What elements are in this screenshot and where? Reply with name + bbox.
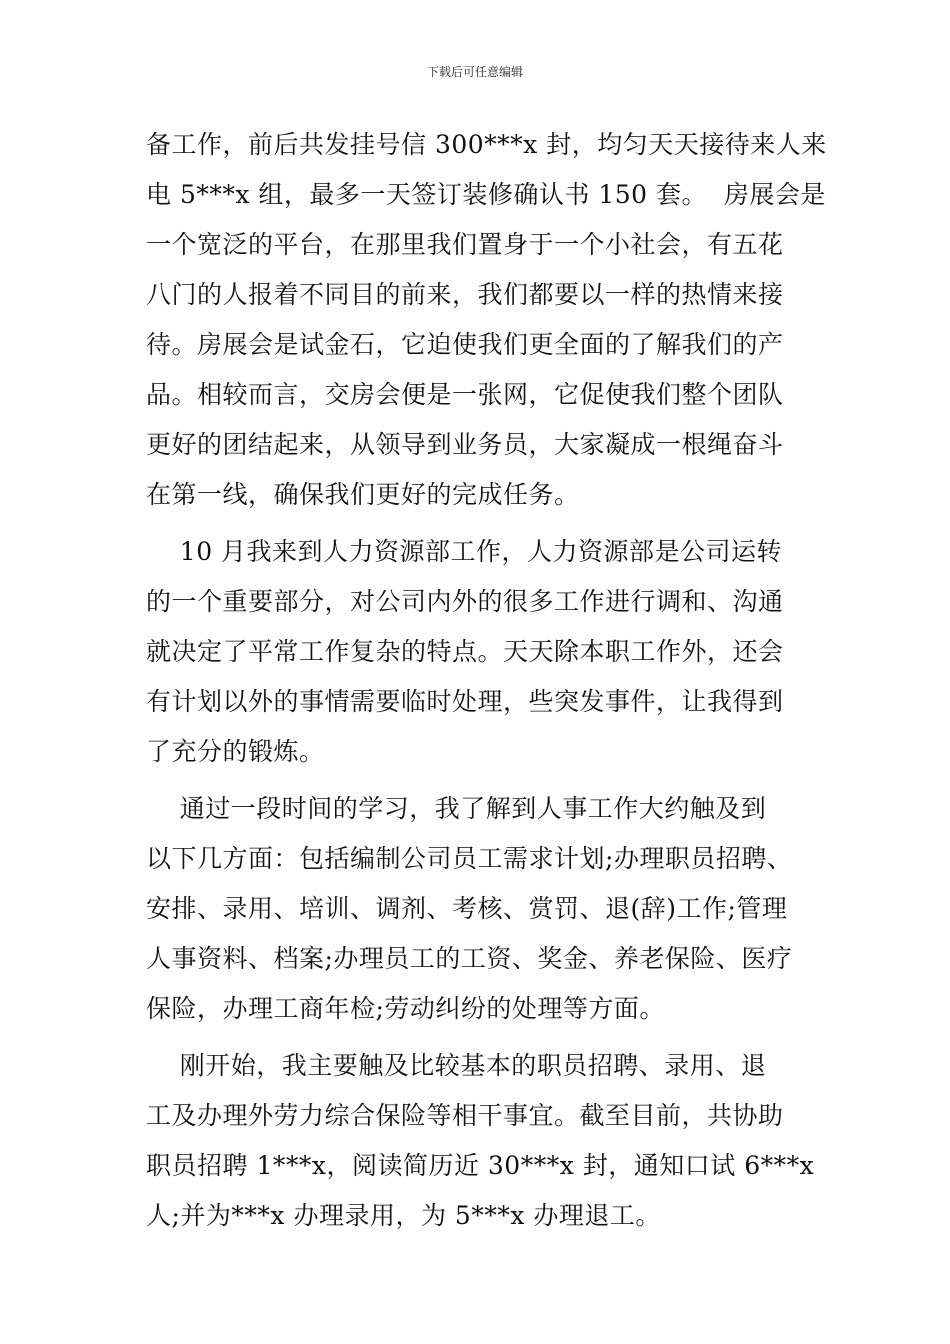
text-line: 以下几方面：包括编制公司员工需求计划;办理职员招聘、 [146, 844, 793, 873]
text-line: 通过一段时间的学习，我了解到人事工作大约触及到 [146, 794, 767, 823]
text-line: 更好的团结起来，从领导到业务员，大家凝成一根绳奋斗 [146, 430, 784, 459]
paragraph-3 [146, 784, 810, 1034]
text-line: 电 5***x 组，最多一天签订装修确认书 150 套。 房展会是 [146, 180, 826, 209]
document-body [146, 120, 827, 1241]
paragraph-2 [146, 527, 810, 777]
page-header: 下载后可任意编辑 [426, 65, 523, 79]
text-line: 一个宽泛的平台，在那里我们置身于一个小社会，有五花 [146, 230, 784, 259]
text-line: 刚开始，我主要触及比较基本的职员招聘、录用、退 [146, 1051, 767, 1080]
paragraph-spacer [146, 1034, 810, 1041]
text-line: 了充分的锻炼。 [146, 737, 325, 766]
paragraph-spacer [146, 777, 810, 784]
text-line: 工及办理外劳力综合保险等相干事宜。截至目前，共协助 [146, 1101, 784, 1130]
text-line: 在第一线，确保我们更好的完成任务。 [146, 480, 580, 509]
text-line: 10 月我来到人力资源部工作，人力资源部是公司运转 [146, 537, 783, 566]
text-line: 人;并为***x 办理录用，为 5***x 办理退工。 [146, 1201, 661, 1230]
text-line: 有计划以外的事情需要临时处理，些突发事件，让我得到 [146, 687, 784, 716]
text-line: 的一个重要部分，对公司内外的很多工作进行调和、沟通 [146, 587, 784, 616]
text-line: 人事资料、档案;办理员工的工资、奖金、养老保险、医疗 [146, 944, 793, 973]
paragraph-4 [146, 1041, 815, 1241]
text-line: 保险，办理工商年检;劳动纠纷的处理等方面。 [146, 994, 665, 1023]
paragraph-spacer [146, 520, 810, 527]
text-line: 备工作，前后共发挂号信 300***x 封，均匀天天接待来人来 [146, 130, 827, 159]
text-line: 待。房展会是试金石，它迫使我们更全面的了解我们的产 [146, 330, 784, 359]
text-line: 职员招聘 1***x，阅读简历近 30***x 封，通知口试 6***x [146, 1151, 815, 1180]
text-line: 八门的人报着不同目的前来，我们都要以一样的热情来接 [146, 280, 784, 309]
text-line: 品。相较而言，交房会便是一张网，它促使我们整个团队 [146, 380, 784, 409]
paragraph-1 [146, 120, 827, 520]
text-line: 就决定了平常工作复杂的特点。天天除本职工作外，还会 [146, 637, 784, 666]
text-line: 安排、录用、培训、调剂、考核、赏罚、退(辞)工作;管理 [146, 894, 788, 923]
